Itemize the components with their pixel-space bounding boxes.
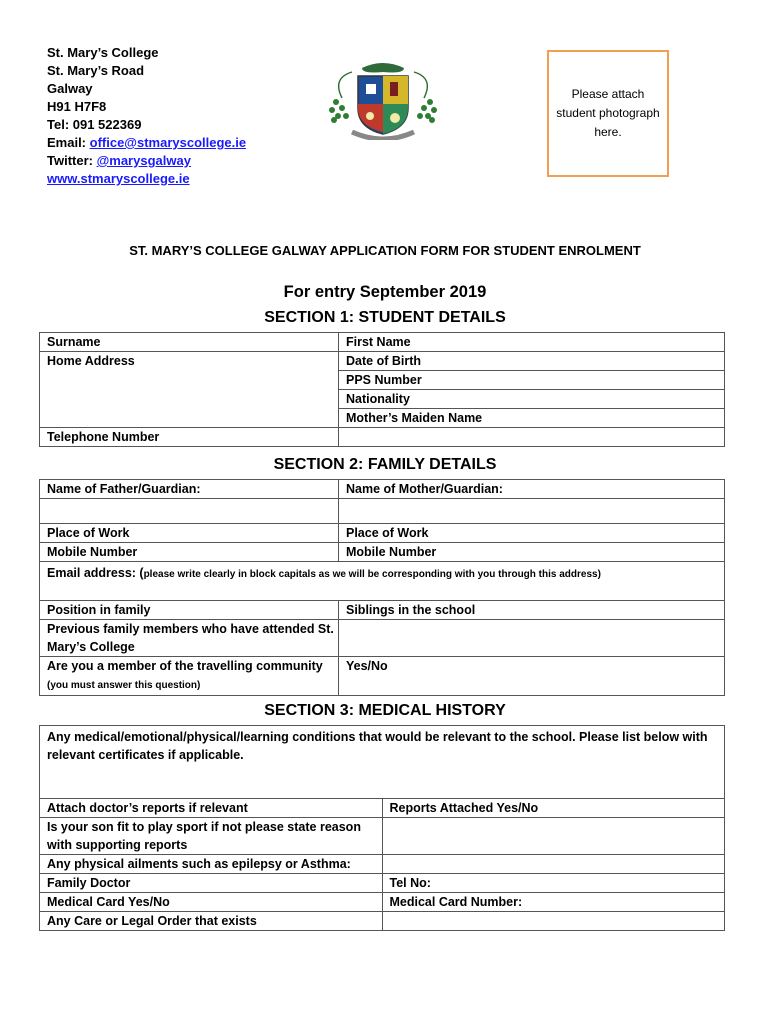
mother-name-entry[interactable] bbox=[339, 499, 725, 524]
travelling-yes-no[interactable]: Yes/No bbox=[339, 657, 725, 696]
medical-conditions-field[interactable]: Any medical/emotional/physical/learning conditions that would be relevant to the school. Please list below with relevant certificates if applicable. bbox=[40, 726, 725, 799]
school-tel: Tel: 091 522369 bbox=[47, 117, 142, 132]
travelling-question[interactable]: Are you a member of the travelling community (you must answer this question) bbox=[40, 657, 339, 696]
medical-history-table bbox=[39, 725, 725, 931]
siblings-field[interactable]: Siblings in the school bbox=[339, 601, 725, 620]
section2-title: SECTION 2: FAMILY DETAILS bbox=[273, 456, 497, 473]
school-road: St. Mary’s Road bbox=[47, 63, 145, 78]
father-work-field[interactable]: Place of Work bbox=[40, 524, 339, 543]
previous-members-entry[interactable] bbox=[339, 620, 725, 657]
email-address-field[interactable]: Email address: (please write clearly in block capitals as we will be corresponding with you through this address) bbox=[40, 562, 725, 601]
care-order-field[interactable]: Any Care or Legal Order that exists bbox=[40, 912, 383, 931]
travelling-note: (you must answer this question) bbox=[47, 680, 201, 691]
student-details-table bbox=[39, 332, 725, 447]
photo-instruction: Please attach student photograph here. bbox=[556, 87, 660, 139]
doctors-reports-field[interactable]: Attach doctor’s reports if relevant bbox=[40, 799, 383, 818]
crest-logo bbox=[322, 58, 444, 140]
school-name: St. Mary’s College bbox=[47, 45, 159, 60]
photo-placeholder[interactable] bbox=[547, 50, 669, 177]
surname-field[interactable]: Surname bbox=[40, 333, 339, 352]
family-doctor-field[interactable]: Family Doctor bbox=[40, 874, 383, 893]
empty-cell[interactable] bbox=[339, 428, 725, 447]
school-eircode: H91 H7F8 bbox=[47, 99, 107, 114]
school-address bbox=[47, 44, 246, 188]
medical-card-number-field[interactable]: Medical Card Number: bbox=[382, 893, 725, 912]
fit-for-sport-entry[interactable] bbox=[382, 818, 725, 855]
previous-members-field[interactable]: Previous family members who have attended St. Mary’s College bbox=[40, 620, 339, 657]
reports-attached-field[interactable]: Reports Attached Yes/No bbox=[382, 799, 725, 818]
physical-ailments-entry[interactable] bbox=[382, 855, 725, 874]
mother-name-field[interactable]: Name of Mother/Guardian: bbox=[339, 480, 725, 499]
email-note: please write clearly in block capitals as we will be corresponding with you through this address) bbox=[143, 569, 601, 580]
telephone-field[interactable]: Telephone Number bbox=[40, 428, 339, 447]
school-email-line: Email: office@stmaryscollege.ie bbox=[47, 135, 247, 150]
dob-field[interactable]: Date of Birth bbox=[339, 352, 725, 371]
care-order-entry[interactable] bbox=[382, 912, 725, 931]
email-link[interactable]: office@stmaryscollege.ie bbox=[89, 135, 247, 150]
father-name-entry[interactable] bbox=[40, 499, 339, 524]
website-link[interactable]: www.stmaryscollege.ie bbox=[47, 171, 190, 186]
section1-title: SECTION 1: STUDENT DETAILS bbox=[264, 309, 506, 326]
physical-ailments-field[interactable]: Any physical ailments such as epilepsy or Asthma: bbox=[40, 855, 383, 874]
school-twitter-line: Twitter: @marysgalway bbox=[47, 153, 191, 168]
medical-card-field[interactable]: Medical Card Yes/No bbox=[40, 893, 383, 912]
mother-mobile-field[interactable]: Mobile Number bbox=[339, 543, 725, 562]
first-name-field[interactable]: First Name bbox=[339, 333, 725, 352]
doctor-tel-field[interactable]: Tel No: bbox=[382, 874, 725, 893]
position-in-family-field[interactable]: Position in family bbox=[40, 601, 339, 620]
maiden-name-field[interactable]: Mother’s Maiden Name bbox=[339, 409, 725, 428]
nationality-field[interactable]: Nationality bbox=[339, 390, 725, 409]
fit-for-sport-field[interactable]: Is your son fit to play sport if not please state reason with supporting reports bbox=[40, 818, 383, 855]
form-title: ST. MARY’S COLLEGE GALWAY APPLICATION FORM FOR STUDENT ENROLMENT bbox=[129, 243, 641, 258]
pps-field[interactable]: PPS Number bbox=[339, 371, 725, 390]
twitter-link[interactable]: @marysgalway bbox=[96, 153, 191, 168]
school-city: Galway bbox=[47, 81, 93, 96]
section3-title: SECTION 3: MEDICAL HISTORY bbox=[264, 702, 506, 719]
home-address-field[interactable]: Home Address bbox=[40, 352, 339, 428]
father-mobile-field[interactable]: Mobile Number bbox=[40, 543, 339, 562]
father-name-field[interactable]: Name of Father/Guardian: bbox=[40, 480, 339, 499]
entry-heading: For entry September 2019 bbox=[283, 283, 487, 301]
family-details-table bbox=[39, 479, 725, 696]
mother-work-field[interactable]: Place of Work bbox=[339, 524, 725, 543]
